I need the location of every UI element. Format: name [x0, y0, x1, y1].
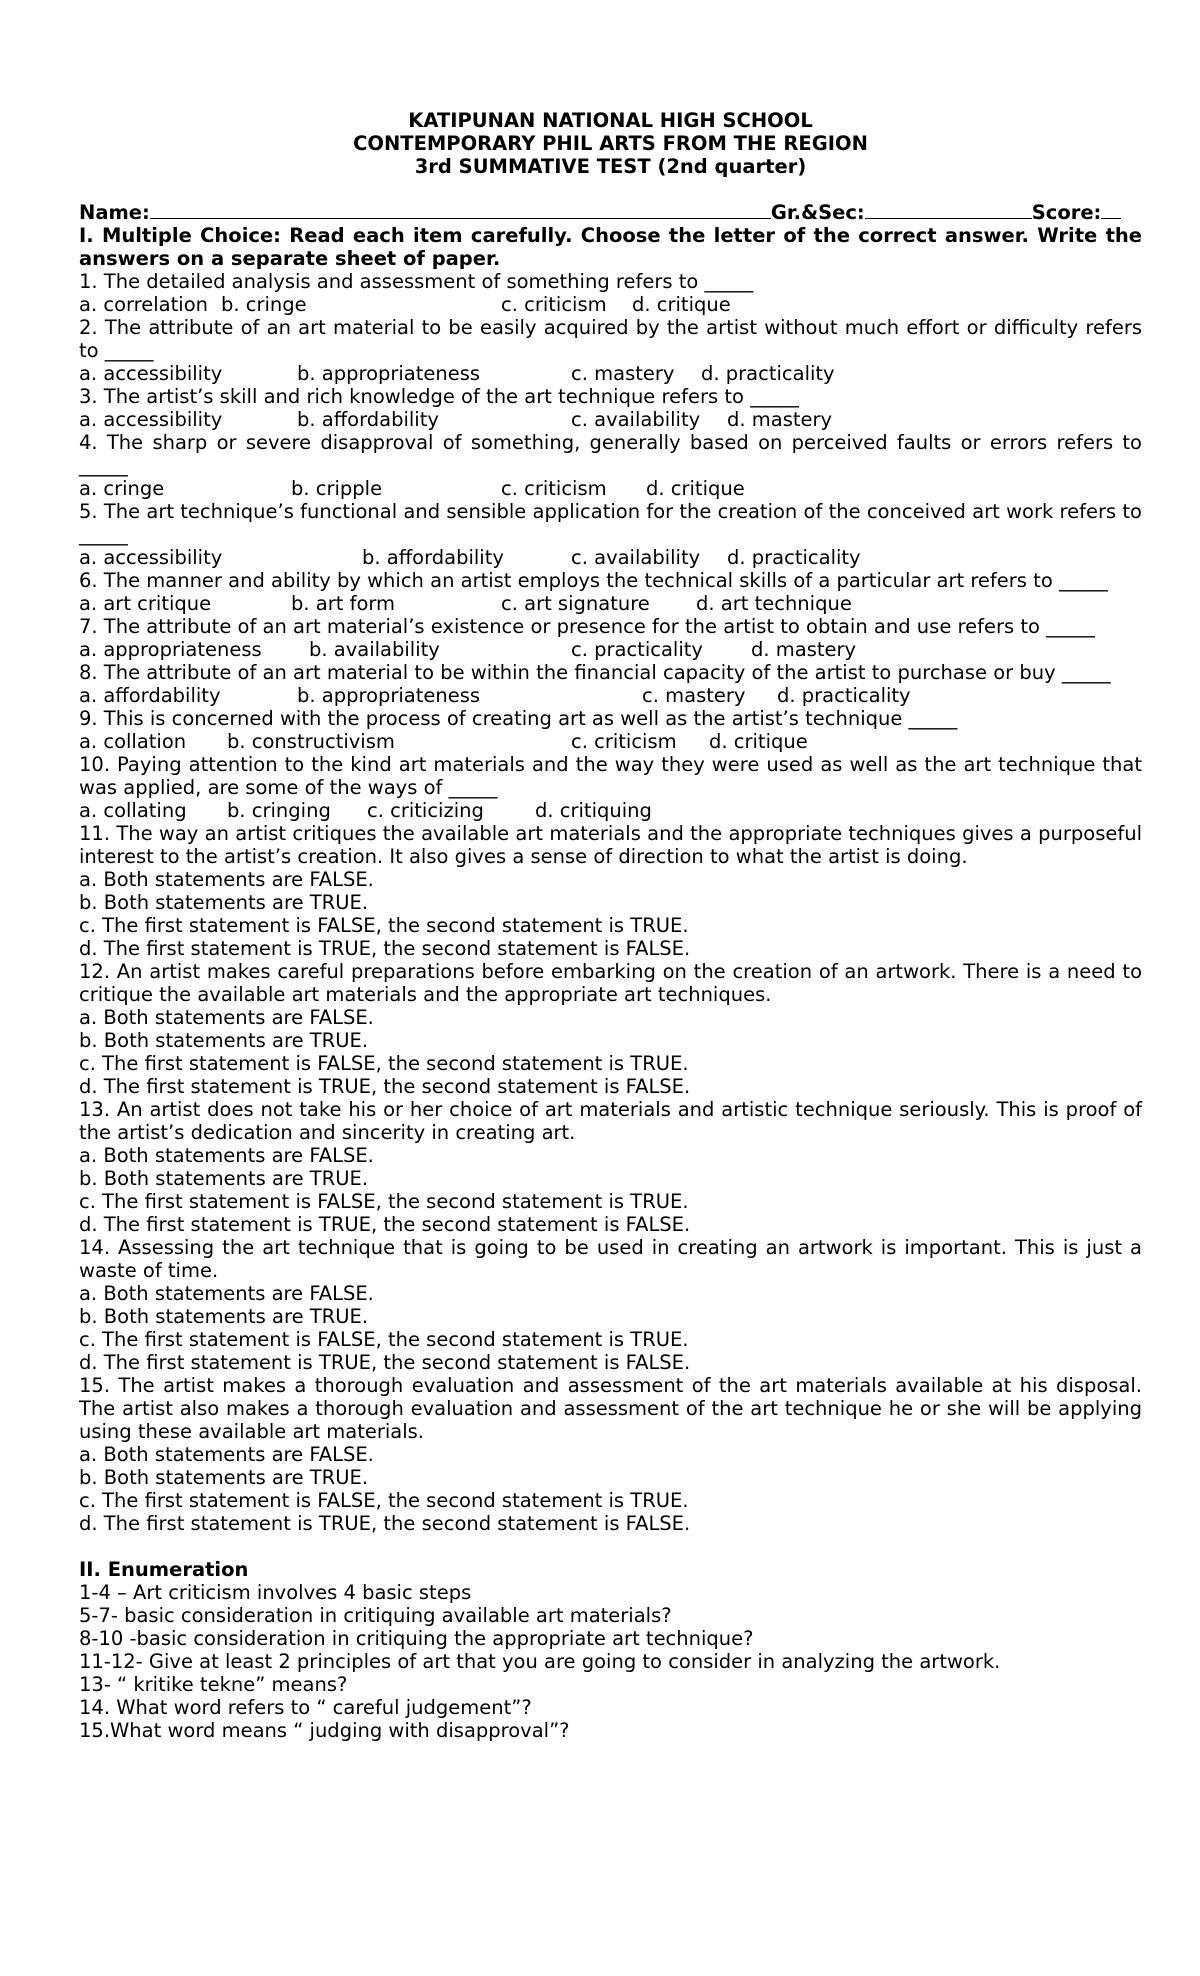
option-d: d. critique [646, 477, 745, 500]
option-c: c. mastery [642, 684, 746, 707]
question-7: 7. The attribute of an art material’s existence or presence for the artist to obtain and use refers to _____ [79, 615, 1095, 638]
subject-title: CONTEMPORARY PHIL ARTS FROM THE REGION [353, 132, 868, 155]
option-d: d. critique [709, 730, 808, 753]
test-title: 3rd SUMMATIVE TEST (2nd quarter) [414, 155, 807, 178]
option-d: d. The first statement is TRUE, the second statement is FALSE. [79, 1351, 691, 1374]
option-b: b. cringe [221, 293, 307, 316]
option-b: b. art form [291, 592, 396, 615]
options-6 [79, 592, 1142, 615]
question-10: 10. Paying attention to the kind art materials and the way they were used as well as the art technique that was applied, are some of the ways of _____ [79, 753, 1142, 799]
option-d: d. mastery [727, 408, 833, 431]
tf-item-13 [79, 1098, 1142, 1236]
part2 [79, 1558, 1142, 1742]
options-3 [79, 408, 1142, 431]
option-d: d. The first statement is TRUE, the second statement is FALSE. [79, 1512, 691, 1535]
enum-item: 5-7- basic consideration in critiquing available art materials? [79, 1604, 672, 1627]
option-a: a. accessibility [79, 408, 223, 431]
tf-item-11 [79, 822, 1142, 960]
enum-item: 8-10 -basic consideration in critiquing the appropriate art technique? [79, 1627, 754, 1650]
option-c: c. The first statement is FALSE, the second statement is TRUE. [79, 914, 689, 937]
score-blank[interactable] [1101, 201, 1121, 219]
option-b: b. constructivism [227, 730, 395, 753]
option-c: c. practicality [571, 638, 703, 661]
options-10 [79, 799, 1142, 822]
question-8: 8. The attribute of an art material to be within the financial capacity of the artist to purchase or buy _____ [79, 661, 1111, 684]
name-line [79, 201, 1142, 224]
option-a: a. art critique [79, 592, 212, 615]
option-d: d. art technique [696, 592, 852, 615]
option-c: c. criticism [501, 293, 607, 316]
option-a: a. Both statements are FALSE. [79, 1144, 374, 1167]
score-label: Score: [1031, 201, 1102, 224]
enum-item: 13- “ kritike tekne” means? [79, 1673, 348, 1696]
options-8 [79, 684, 1142, 707]
options-1 [79, 293, 1142, 316]
enum-item: 11-12- Give at least 2 principles of art that you are going to consider in analyzing the artwork. [79, 1650, 1001, 1673]
option-c: c. availability [571, 408, 701, 431]
option-b: b. Both statements are TRUE. [79, 1466, 369, 1489]
options-7 [79, 638, 1142, 661]
option-d: d. The first statement is TRUE, the second statement is FALSE. [79, 1075, 691, 1098]
option-a: a. collation [79, 730, 187, 753]
tf-item-12 [79, 960, 1142, 1098]
option-a: a. appropriateness [79, 638, 262, 661]
option-d: d. critique [632, 293, 731, 316]
option-c: c. art signature [501, 592, 650, 615]
question-2: 2. The attribute of an art material to be easily acquired by the artist without much effort or difficulty refers to _____ [79, 316, 1142, 362]
question-3: 3. The artist’s skill and rich knowledge of the art technique refers to _____ [79, 385, 799, 408]
option-a: a. Both statements are FALSE. [79, 1006, 374, 1029]
option-c: c. criticism [501, 477, 607, 500]
question-9: 9. This is concerned with the process of creating art as well as the artist’s technique _____ [79, 707, 958, 730]
name-label: Name: [79, 201, 150, 224]
option-a: a. Both statements are FALSE. [79, 1282, 374, 1305]
option-a: a. accessibility [79, 546, 223, 569]
option-b: b. availability [309, 638, 440, 661]
option-b: b. Both statements are TRUE. [79, 1305, 369, 1328]
question-4: 4. The sharp or severe disapproval of something, generally based on perceived faults or errors refers to _____ [79, 431, 1142, 477]
option-b: b. affordability [362, 546, 504, 569]
option-c: c. availability [571, 546, 701, 569]
name-blank[interactable] [150, 201, 771, 219]
options-9 [79, 730, 1142, 753]
option-a: a. collating [79, 799, 187, 822]
option-c: c. The first statement is FALSE, the second statement is TRUE. [79, 1052, 689, 1075]
option-a: a. Both statements are FALSE. [79, 868, 374, 891]
option-a: a. affordability [79, 684, 221, 707]
header [79, 109, 1142, 178]
grsec-blank[interactable] [865, 201, 1032, 219]
options-2 [79, 362, 1142, 385]
option-c: c. criticizing [367, 799, 484, 822]
option-d: d. The first statement is TRUE, the second statement is FALSE. [79, 937, 691, 960]
school-name: KATIPUNAN NATIONAL HIGH SCHOOL [408, 109, 813, 132]
options-5 [79, 546, 1142, 569]
option-a: a. Both statements are FALSE. [79, 1443, 374, 1466]
option-c: c. The first statement is FALSE, the second statement is TRUE. [79, 1328, 689, 1351]
option-b: b. appropriateness [297, 684, 481, 707]
option-d: d. mastery [751, 638, 857, 661]
option-d: d. practicality [727, 546, 861, 569]
option-b: b. affordability [297, 408, 439, 431]
question-6: 6. The manner and ability by which an artist employs the technical skills of a particular art refers to _____ [79, 569, 1108, 592]
option-b: b. cripple [291, 477, 383, 500]
option-b: b. appropriateness [297, 362, 481, 385]
option-c: c. criticism [571, 730, 677, 753]
question-14: 14. Assessing the art technique that is going to be used in creating an artwork is important. This is just a waste of time. [79, 1236, 1142, 1282]
option-b: b. Both statements are TRUE. [79, 891, 369, 914]
spacer [79, 1535, 1142, 1558]
question-1: 1. The detailed analysis and assessment of something refers to _____ [79, 270, 754, 293]
question-12: 12. An artist makes careful preparations before embarking on the creation of an artwork. There is a need to critique the available art materials and the appropriate art techniques. [79, 960, 1142, 1006]
option-c: c. The first statement is FALSE, the second statement is TRUE. [79, 1489, 689, 1512]
option-d: d. critiquing [535, 799, 652, 822]
option-c: c. mastery [571, 362, 675, 385]
option-d: d. practicality [701, 362, 835, 385]
question-13: 13. An artist does not take his or her choice of art materials and artistic technique seriously. This is proof of the artist’s dedication and sincerity in creating art. [79, 1098, 1142, 1144]
option-c: c. The first statement is FALSE, the second statement is TRUE. [79, 1190, 689, 1213]
option-d: d. practicality [777, 684, 911, 707]
part1-instructions: I. Multiple Choice: Read each item carefully. Choose the letter of the correct answer. Write the answers on a separate sheet of paper. [79, 224, 1142, 270]
option-a: a. accessibility [79, 362, 223, 385]
options-4 [79, 477, 1142, 500]
question-5: 5. The art technique’s functional and sensible application for the creation of the conceived art work refers to _____ [79, 500, 1142, 546]
option-a: a. correlation [79, 293, 208, 316]
option-d: d. The first statement is TRUE, the second statement is FALSE. [79, 1213, 691, 1236]
part2-title: II. Enumeration [79, 1558, 249, 1581]
option-b: b. cringing [227, 799, 331, 822]
option-b: b. Both statements are TRUE. [79, 1167, 369, 1190]
enum-item: 15.What word means “ judging with disapproval”? [79, 1719, 570, 1742]
question-15: 15. The artist makes a thorough evaluation and assessment of the art materials available at his disposal. The artist also makes a thorough evaluation and assessment of the art technique he or she will be applying using these available art materials. [79, 1374, 1142, 1443]
grsec-label: Gr.&Sec: [770, 201, 865, 224]
tf-item-15 [79, 1374, 1142, 1535]
test-sheet [79, 109, 1142, 1742]
tf-item-14 [79, 1236, 1142, 1374]
enum-item: 1-4 – Art criticism involves 4 basic steps [79, 1581, 472, 1604]
option-a: a. cringe [79, 477, 165, 500]
enum-item: 14. What word refers to “ careful judgement”? [79, 1696, 532, 1719]
option-b: b. Both statements are TRUE. [79, 1029, 369, 1052]
question-11: 11. The way an artist critiques the available art materials and the appropriate techniques gives a purposeful interest to the artist’s creation. It also gives a sense of direction to what the artist is doing. [79, 822, 1142, 868]
